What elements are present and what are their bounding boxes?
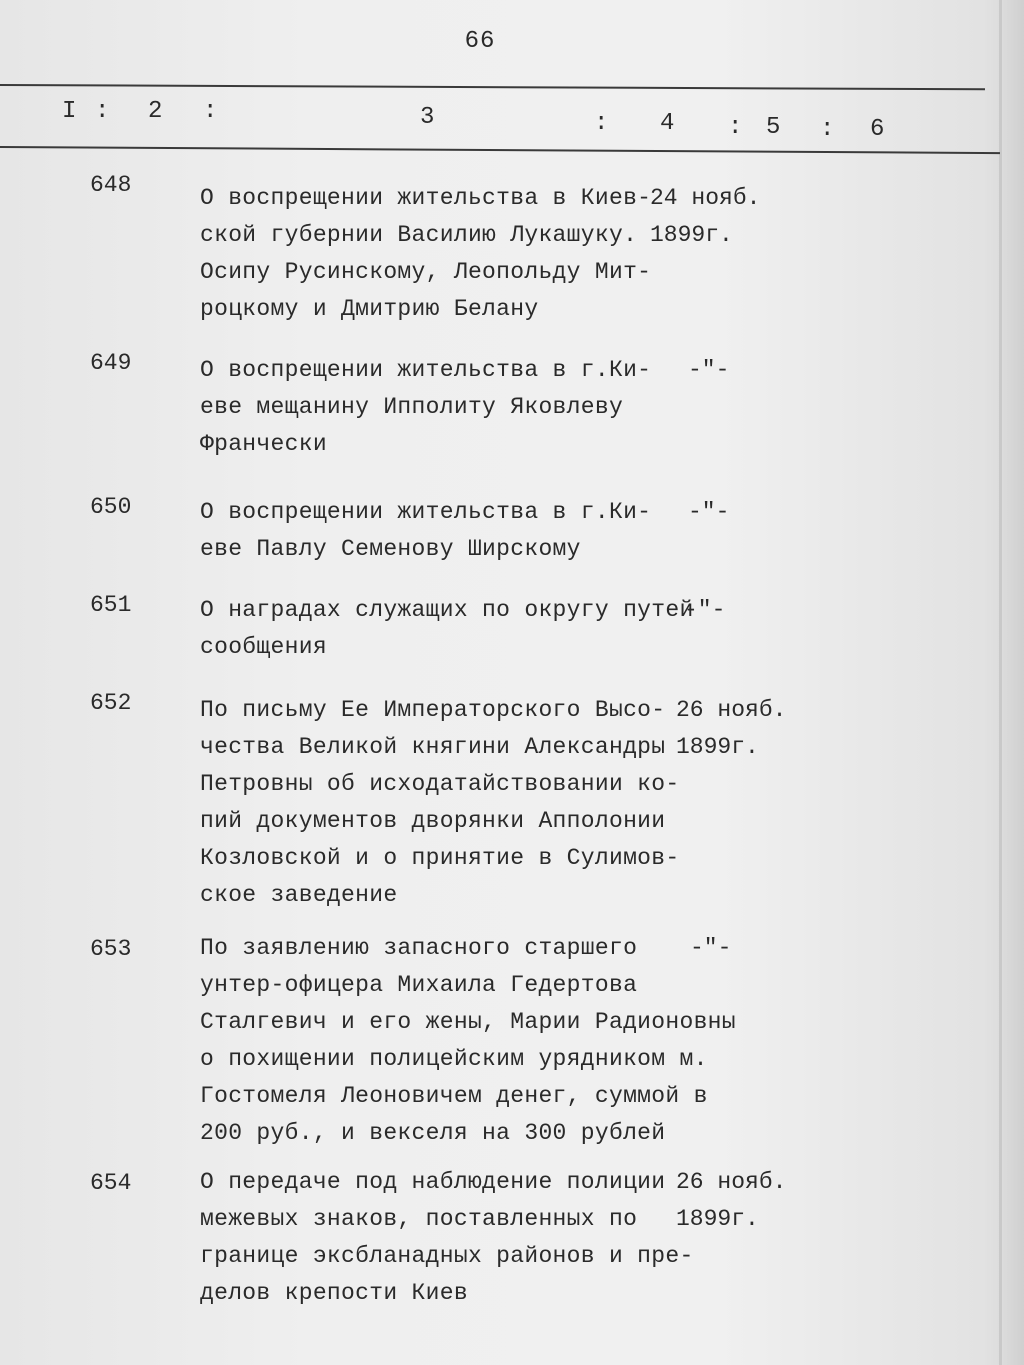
entry-line: роцкому и Дмитрию Белану [200,296,539,322]
entry-date-ditto [690,930,731,967]
entry-number: 651 [90,592,132,618]
column-header-1: I [62,98,77,125]
entry-date [676,1164,786,1238]
entry-line: границе эксбланадных районов и пре- [200,1243,694,1269]
entry-line: чества Великой княгини Александры [200,734,666,760]
entry-line: унтер-офицера Михаила Гедертова [200,972,638,998]
entry-date-line: 26 нояб. [676,697,787,723]
entry-description [200,692,679,914]
column-header-2: 2 [148,98,163,125]
entry-line: О воспрещении жительства в г.Ки- [200,499,652,525]
page-edge [999,0,1002,1365]
entry-date-ditto [684,592,725,629]
entry-description [200,1164,694,1312]
entry-number: 649 [90,350,132,376]
entry-date-ditto [688,352,729,389]
entry-description [200,180,651,328]
page-edge-shadow [1002,0,1024,1365]
entry-line: межевых знаков, поставленных по [200,1206,638,1232]
entry-line: По письму Ее Императорского Высо- [200,697,666,723]
entry-line: Франчески [200,431,327,457]
entry-line: О воспрещении жительства в Киев- [200,185,652,211]
column-separator: : [95,98,110,125]
column-separator: : [820,116,835,143]
entry-line: О наградах служащих по округу путей [200,597,694,623]
entry-date-ditto [688,494,729,531]
entry-line: пий документов дворянки Апполонии [200,808,666,834]
entry-date-line: 24 нояб. [650,185,761,211]
column-separator: : [728,114,743,141]
entry-date-line: -"- [688,357,730,383]
entry-date [676,692,786,766]
entry-line: Петровны об исходатайствовании ко- [200,771,680,797]
column-header-5: 5 [766,114,781,141]
entry-line: ское заведение [200,882,398,908]
entry-line: еве мещанину Ипполиту Яковлеву [200,394,624,420]
entry-description [200,592,694,666]
entry-line: 200 руб., и векселя на 300 рублей [200,1120,666,1146]
page-number: 66 [464,28,496,55]
entry-line: сообщения [200,634,327,660]
entry-number: 648 [90,172,132,198]
column-header-6: 6 [870,116,885,143]
entry-line: Сталгевич и его жены, Марии Радионовны [200,1009,736,1035]
entry-number: 652 [90,690,132,716]
entry-number: 653 [90,936,132,962]
entry-date-line: 1899г. [650,222,733,248]
entry-line: О передаче под наблюдение полиции [200,1169,666,1195]
entry-line: О воспрещении жительства в г.Ки- [200,357,652,383]
entry-description [200,930,736,1152]
entry-description [200,494,651,568]
entry-line: По заявлению запасного старшего [200,935,638,961]
entry-date [650,180,760,254]
entry-line: делов крепости Киев [200,1280,468,1306]
entry-description [200,352,651,463]
entry-number: 654 [90,1170,132,1196]
entry-date-line: -"- [690,935,732,961]
entry-line: Козловской и о принятие в Сулимов- [200,845,680,871]
entry-date-line: 1899г. [676,1206,759,1232]
entry-date-line: 26 нояб. [676,1169,787,1195]
entry-line: ской губернии Василию Лукашуку. [200,222,638,248]
entry-date-line: -"- [684,597,726,623]
entry-number: 650 [90,494,132,520]
column-separator: : [594,110,609,137]
entry-line: Осипу Русинскому, Леопольду Мит- [200,259,652,285]
entry-line: о похищении полицейским урядником м. [200,1046,708,1072]
column-header-3: 3 [420,104,435,131]
entry-line: Гостомеля Леоновичем денег, суммой в [200,1083,708,1109]
entry-date-line: -"- [688,499,730,525]
entry-line: еве Павлу Семенову Ширскому [200,536,581,562]
column-header-4: 4 [660,110,675,137]
column-separator: : [203,98,218,125]
entry-date-line: 1899г. [676,734,759,760]
